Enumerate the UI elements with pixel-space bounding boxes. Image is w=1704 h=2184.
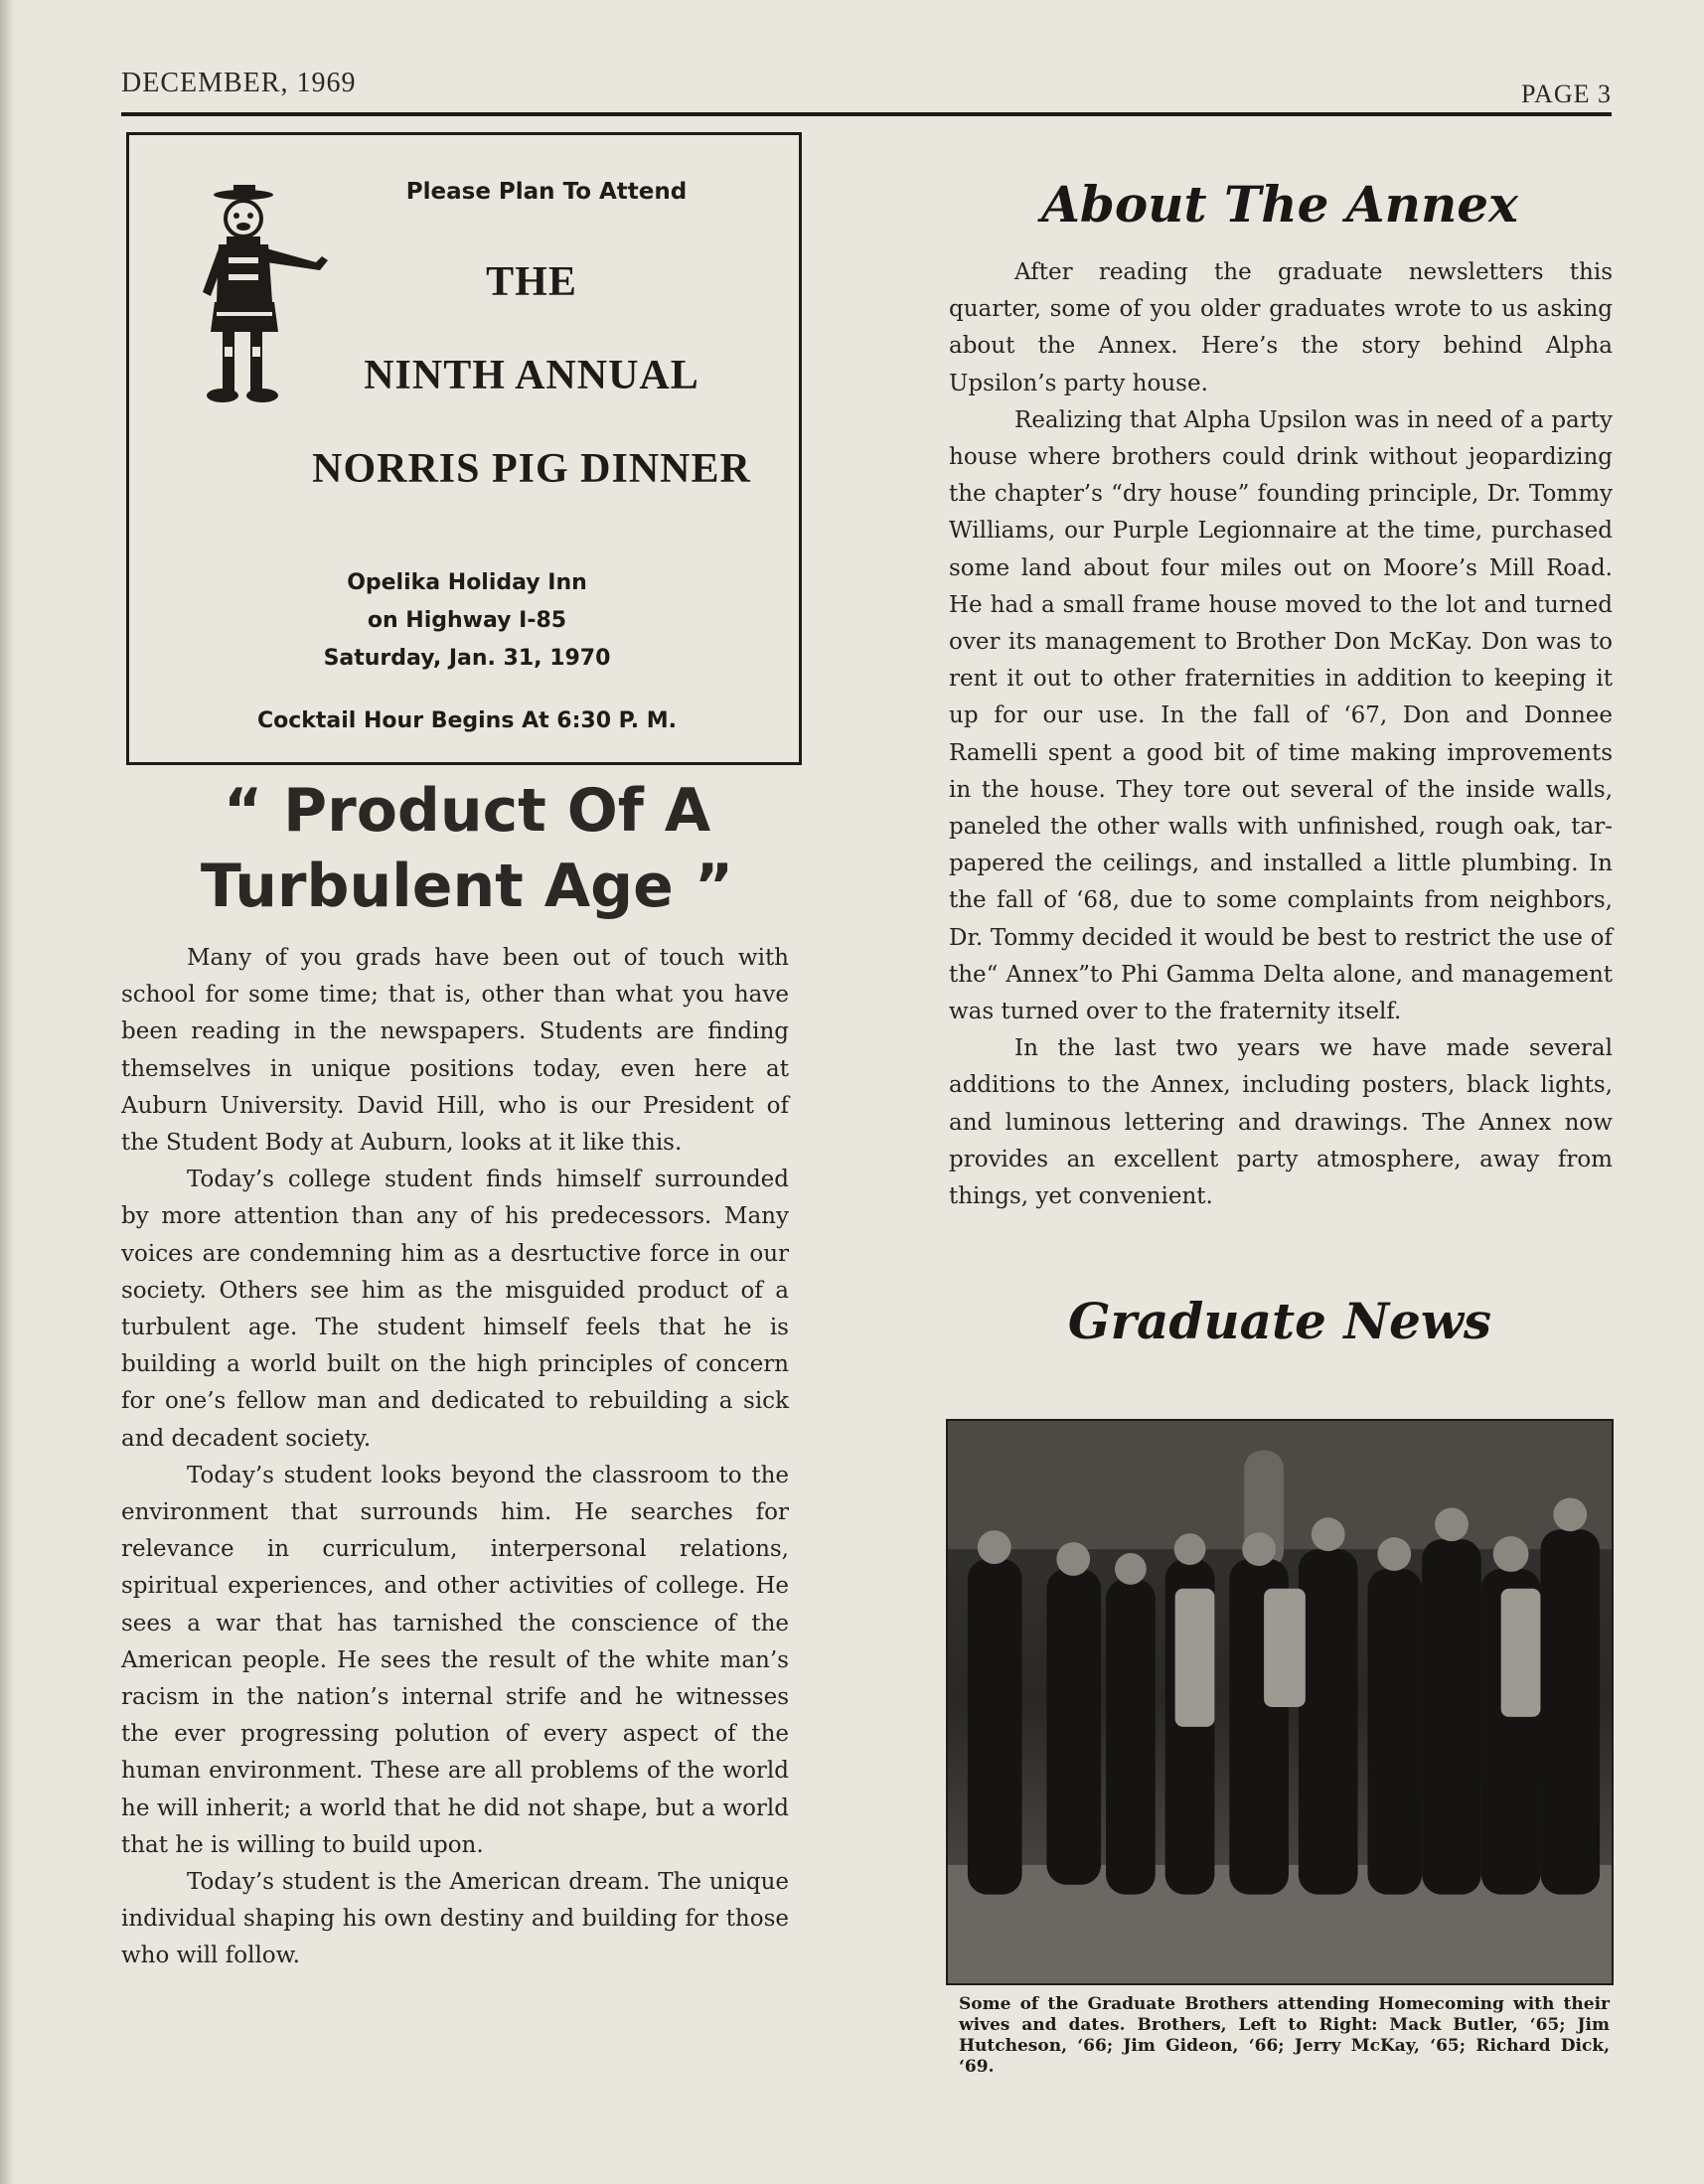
article-paragraph: Today’s student looks beyond the classroom to the environment that surrounds him. He searches for relevance in curriculum, interpersonal relations, spiritual experiences, and other activities of college. He sees a war that has tarnished the conscience of the American people. He sees the result of the white man’s racism in the nation’s internal strife and he witnesses the ever progressing polution of every aspect of the human environment. These are all problems of the world he will inherit; a world that he did not shape, but a world that he is willing to build upon. [121, 1462, 789, 1858]
ad-venue-line: Opelika Holiday Inn [347, 570, 587, 595]
annex-body [949, 254, 1613, 1215]
annex-section-title: About The Annex [1041, 175, 1518, 234]
article-paragraph: Today’s college student finds himself surrounded by more attention than any of his predecessors. Many voices are condemning him as a desrtuctive force in our society. Others see him as the misguided product of a turbulent age. The student himself feels that he is building a world built on the high principles of concern for one’s fellow man and dedicated to rebuilding a sick and decadent society. [121, 1167, 789, 1452]
article-paragraph: Today’s student is the American dream. The unique individual shaping his own destiny and building for those who will follow. [121, 1869, 789, 1969]
ad-invitation-line: Please Plan To Attend [405, 179, 688, 205]
headline-line: “ Product Of A [223, 776, 711, 846]
dinner-announcement-box [126, 132, 802, 765]
homecoming-group-photo [946, 1419, 1614, 1985]
ad-venue-details [248, 564, 686, 678]
issue-date: DECEMBER, 1969 [121, 68, 357, 98]
ad-title-line: NORRIS PIG DINNER [312, 446, 751, 492]
annex-paragraph: In the last two years we have made several additions to the Annex, including posters, black lights, and luminous lettering and drawings. The Annex now provides an excellent party atmosphere, away from things, yet convenient. [949, 1035, 1613, 1210]
article-headline [129, 773, 805, 924]
annex-paragraph: After reading the graduate newsletters this quarter, some of you older graduates wrote to us asking about the Annex. Here’s the story behind Alpha Upsilon’s party house. [949, 259, 1613, 396]
page-binding-edge [0, 0, 14, 2184]
article-body [121, 940, 789, 1975]
header-rule [121, 112, 1612, 116]
ad-venue-line: on Highway I-85 [367, 608, 567, 633]
graduate-news-title: Graduate News [1067, 1292, 1492, 1350]
ad-cocktail-hour: Cocktail Hour Begins At 6:30 P. M. [256, 708, 678, 733]
headline-line: Turbulent Age ” [200, 852, 734, 921]
annex-paragraph: Realizing that Alpha Upsilon was in need of a party house where brothers could drink without jeopardizing the chapter’s “dry house” founding principle, Dr. Tommy Williams, our Purple Legionnaire at the time, purchased some land about four miles out on Moore’s Mill Road. He had a small frame house moved to the lot and turned over its management to Brother Don McKay. Don was to rent it out to other fraternities in addition to keeping it up for our use. In the fall of ‘67, Don and Donnee Ramelli spent a good bit of time making improvements in the house. They tore out several of the inside walls, paneled the other walls with unfinished, rough oak, tar-papered the ceilings, and installed a little plumbing. In the fall of ‘68, due to some complaints from neighbors, Dr. Tommy decided it would be best to restrict the use of the“ Annex”to Phi Gamma Delta alone, and management was turned over to the fraternity itself. [949, 406, 1613, 1025]
ad-title-line: THE [486, 259, 577, 305]
page-number: PAGE 3 [1520, 79, 1612, 108]
ad-title-line: NINTH ANNUAL [364, 353, 699, 398]
article-paragraph: Many of you grads have been out of touch with school for some time; that is, other than what you have been reading in the newspapers. Students are finding themselves in unique positions today, even here at Auburn University. David Hill, who is our President of the Student Body at Auburn, looks at it like this. [121, 945, 789, 1157]
photo-caption: Some of the Graduate Brothers attending Homecoming with their wives and dates. Brothers, Left to Right: Mack Butler, ‘65; Jim Hutcheson, ‘66; Jim Gideon, ‘66; Jerry McKay, ‘65; Richard Dick, ‘69. [959, 1994, 1610, 2077]
ad-venue-line: Saturday, Jan. 31, 1970 [323, 646, 611, 671]
group-photo-image [948, 1421, 1612, 1983]
